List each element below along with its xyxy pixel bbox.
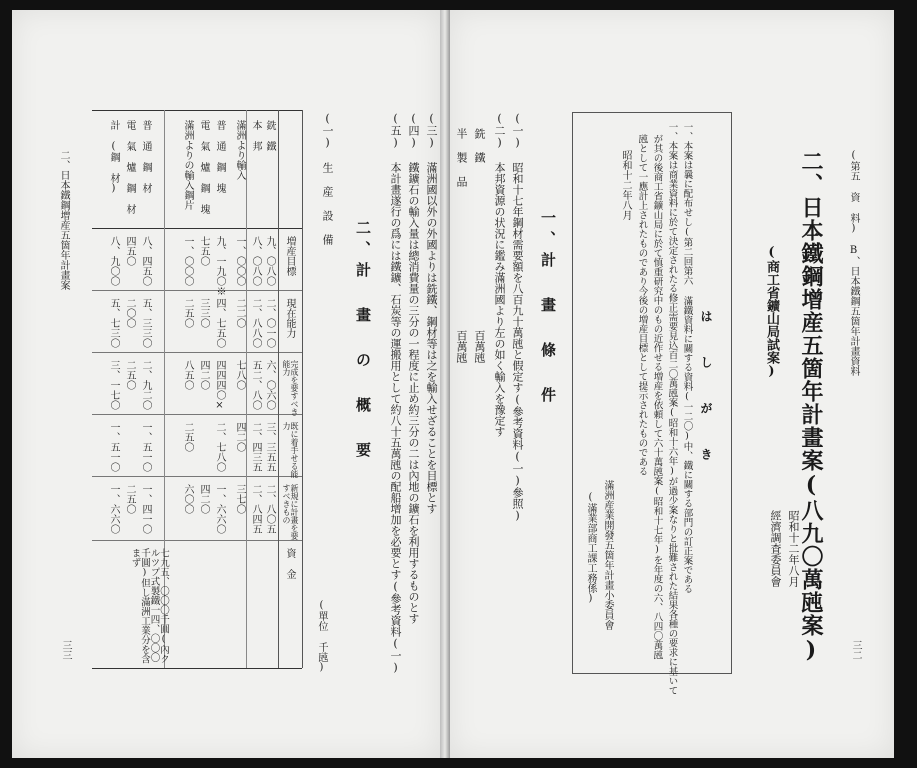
- table-cell: 二二〇: [234, 298, 245, 328]
- table-row-label: 普 通 鋼 材: [140, 120, 151, 193]
- preface-org-1: 滿洲産業開發五箇年計畫小委員會: [602, 480, 613, 630]
- table-cell: 二、九二〇: [140, 360, 151, 410]
- table-cell: 五、七三〇: [108, 298, 119, 348]
- table-row-label: 滿洲よりの輸入鋼片: [182, 120, 193, 210]
- preface-line-4: 瓲として一應計上されたものであり今後の増産目標として提示されたものである: [636, 134, 648, 476]
- table-cell: 四、七五〇: [214, 298, 225, 348]
- import-value-pig-iron: 百萬瓲: [473, 330, 486, 363]
- import-label-semi: 半 製 品: [455, 128, 468, 187]
- table-cell: 一、五一〇: [108, 422, 119, 472]
- table-cell: 七九五、〇〇〇千圓(內クルツプ式製鐵一四、〇〇〇千圓)但し滿洲工業分を含まず: [129, 548, 169, 664]
- table-cell: 二、四三五: [250, 422, 261, 472]
- table-group-rule-1: [246, 110, 247, 668]
- table-cell: 四四四〇×: [214, 360, 225, 411]
- table-header-rule: [278, 110, 279, 668]
- table-cell: 一、五一〇: [140, 422, 151, 472]
- unit-note: (單位 千瓲): [316, 600, 327, 673]
- table-cell: 二五〇: [124, 484, 135, 514]
- table-cell: 二、八八〇: [250, 298, 261, 348]
- section1-item-2: (二) 本邦資源の状況に鑑み滿洲國より左の如く輸入を豫定す: [493, 112, 506, 437]
- condition-item-4: (四) 鐵鑛石の輸入量は總消費量の三分の一程度に止め約三分の二は內地の鑛石を利用するものとす: [407, 112, 420, 624]
- page-number-left: 三三: [60, 640, 71, 660]
- condition-item-5: (五) 本計畫遂行の爲には鐵鑛、石炭等の運搬用として約八十五萬瓲の配船增加を必要とす(參考資料(一): [389, 112, 402, 674]
- table-cell: 一、六六〇: [108, 484, 119, 534]
- table-cell: 二、八四五: [250, 484, 261, 534]
- section1-heading: 一、計 畫 條 件: [539, 210, 557, 408]
- preface-date: 昭和十二年八月: [620, 150, 631, 220]
- condition-item-3: (三) 滿洲國以外の外國よりは銑鐵、鋼材等は之を輸入せざることを目標とす: [425, 112, 438, 514]
- table-label-rule: [92, 228, 302, 229]
- table-row-label: 電 氣 爐 鋼 塊: [198, 120, 209, 214]
- table-cell: 八、九〇〇: [108, 236, 119, 286]
- import-value-semi: 百萬瓲: [455, 330, 468, 363]
- table-cell: 二、七八〇: [214, 422, 225, 472]
- table-cell: 三、三五五: [264, 422, 275, 472]
- table-row-label: 滿洲より輸入: [234, 120, 245, 180]
- subsection-1: (一) 生 産 設 備: [321, 112, 334, 245]
- table-cell: 三七〇: [234, 484, 245, 514]
- table-cell: 一、〇〇〇: [182, 236, 193, 286]
- table-row-label: 普 通 鋼 塊: [214, 120, 225, 193]
- preface-line-2: 一、本案は商業資料に於て決定されたる修正需要見込百二〇萬瓲案(昭和十六年)が過少案なりと批難された結果各種の要求に基いて: [666, 122, 678, 695]
- footer-title: 二、日本鐵鋼增産五箇年計畫案: [58, 150, 69, 290]
- table-top-rule: [92, 110, 302, 111]
- table-cell: 七五〇: [198, 236, 209, 266]
- preface-line-3: が其の後商工省鑛山局に於て慎重研究中のもの近作せる増産を依頼して六十萬瓲案(昭和十七年)を年度の六、八四〇萬瓲: [651, 134, 663, 660]
- section2-heading: 二、計 畫 の 概 要: [354, 220, 372, 463]
- table-cell: 九、一九〇※: [214, 236, 225, 296]
- preface-line-1: 一、本案は曩に配布せし(第二回第六 滿鐵資料に關する資料(一二〇)中、鐵に關する部門の訂正案である: [681, 122, 693, 594]
- table-cell: 二、八〇五: [264, 484, 275, 534]
- table-cell: 二五〇: [124, 360, 135, 390]
- table-col-rule-4: [92, 476, 302, 477]
- table-cell: 二、〇一〇: [264, 298, 275, 348]
- page-title: 二、日本鐵鋼增産五箇年計畫案(八九〇萬瓲案): [798, 150, 824, 664]
- table-cell: 二〇〇: [124, 298, 135, 328]
- table-cell: 二五〇: [182, 298, 193, 328]
- table-col-rule-1: [92, 290, 302, 291]
- table-cell: 八、〇八〇: [250, 236, 261, 286]
- table-col-rule-3: [92, 414, 302, 415]
- table-cell: 八五〇: [182, 360, 193, 390]
- left-page: [12, 10, 440, 758]
- table-cell: 三、一七〇: [108, 360, 119, 410]
- table-cell: 一、四一〇: [140, 484, 151, 534]
- table-cell: 一、六六〇: [214, 484, 225, 534]
- table-cell: 六、〇六〇: [264, 360, 275, 410]
- table-cell: 五、三三〇: [140, 298, 151, 348]
- header-series: (第五 資 料) B、日本鐵鋼五箇年計畫資料: [848, 150, 859, 376]
- table-cell: 五二、八〇: [250, 360, 261, 410]
- import-label-pig-iron: 銑 鐵: [473, 128, 486, 163]
- table-cell: 四二〇: [198, 484, 209, 514]
- table-header-cell: 現在能力: [284, 298, 295, 338]
- table-cell: 二五〇: [182, 422, 193, 452]
- page-subtitle: (商工省鑛山局試案): [764, 245, 779, 379]
- table-row-label: 電 氣 爐 鋼 材: [124, 120, 135, 214]
- table-header-cell: 増産目標: [284, 236, 295, 276]
- preface-heading: は し が き: [699, 310, 713, 470]
- page-number-right: 三二: [850, 640, 861, 660]
- table-cell: 六〇〇: [182, 484, 193, 514]
- table-row-label: 計 (鋼 材): [108, 120, 119, 194]
- table-bottom-rule: [92, 668, 302, 669]
- table-cell: 八、四五〇: [140, 236, 151, 286]
- table-header-cell: 既に着手せる能力: [282, 422, 299, 478]
- table-header-cell: 新規に計畫を要すべきもの: [282, 484, 299, 540]
- table-cell: 七八〇: [234, 360, 245, 390]
- table-row-label: 本 邦: [250, 120, 261, 151]
- table-cell: 四二〇: [198, 360, 209, 390]
- section1-item-1: (一) 昭和十七年鋼材需要額を八百九十萬瓲と假定す(參考資料(一)參照): [511, 112, 524, 522]
- table-header-cell: 完成を要すべき能力: [282, 360, 299, 416]
- preface-org-2: (滿業部商工課工務係): [585, 492, 596, 604]
- table-cell: 四二〇: [234, 422, 245, 452]
- table-cell: 一、〇〇〇: [234, 236, 245, 286]
- table-col-rule-2: [92, 352, 302, 353]
- table-cell: 四五〇: [124, 236, 135, 266]
- table-row-label: 銑 鐵: [264, 120, 275, 151]
- date-top: 昭和十二年八月: [787, 510, 800, 587]
- issuer-top: 經濟調査委員會: [769, 510, 782, 587]
- table-header-cell: 資 金: [284, 548, 295, 579]
- table-cell: 三三〇: [198, 298, 209, 328]
- table-right-rule: [302, 110, 303, 668]
- table-col-rule-5: [92, 540, 302, 541]
- table-cell: 九、〇八〇: [264, 236, 275, 286]
- book-gutter: [440, 10, 450, 758]
